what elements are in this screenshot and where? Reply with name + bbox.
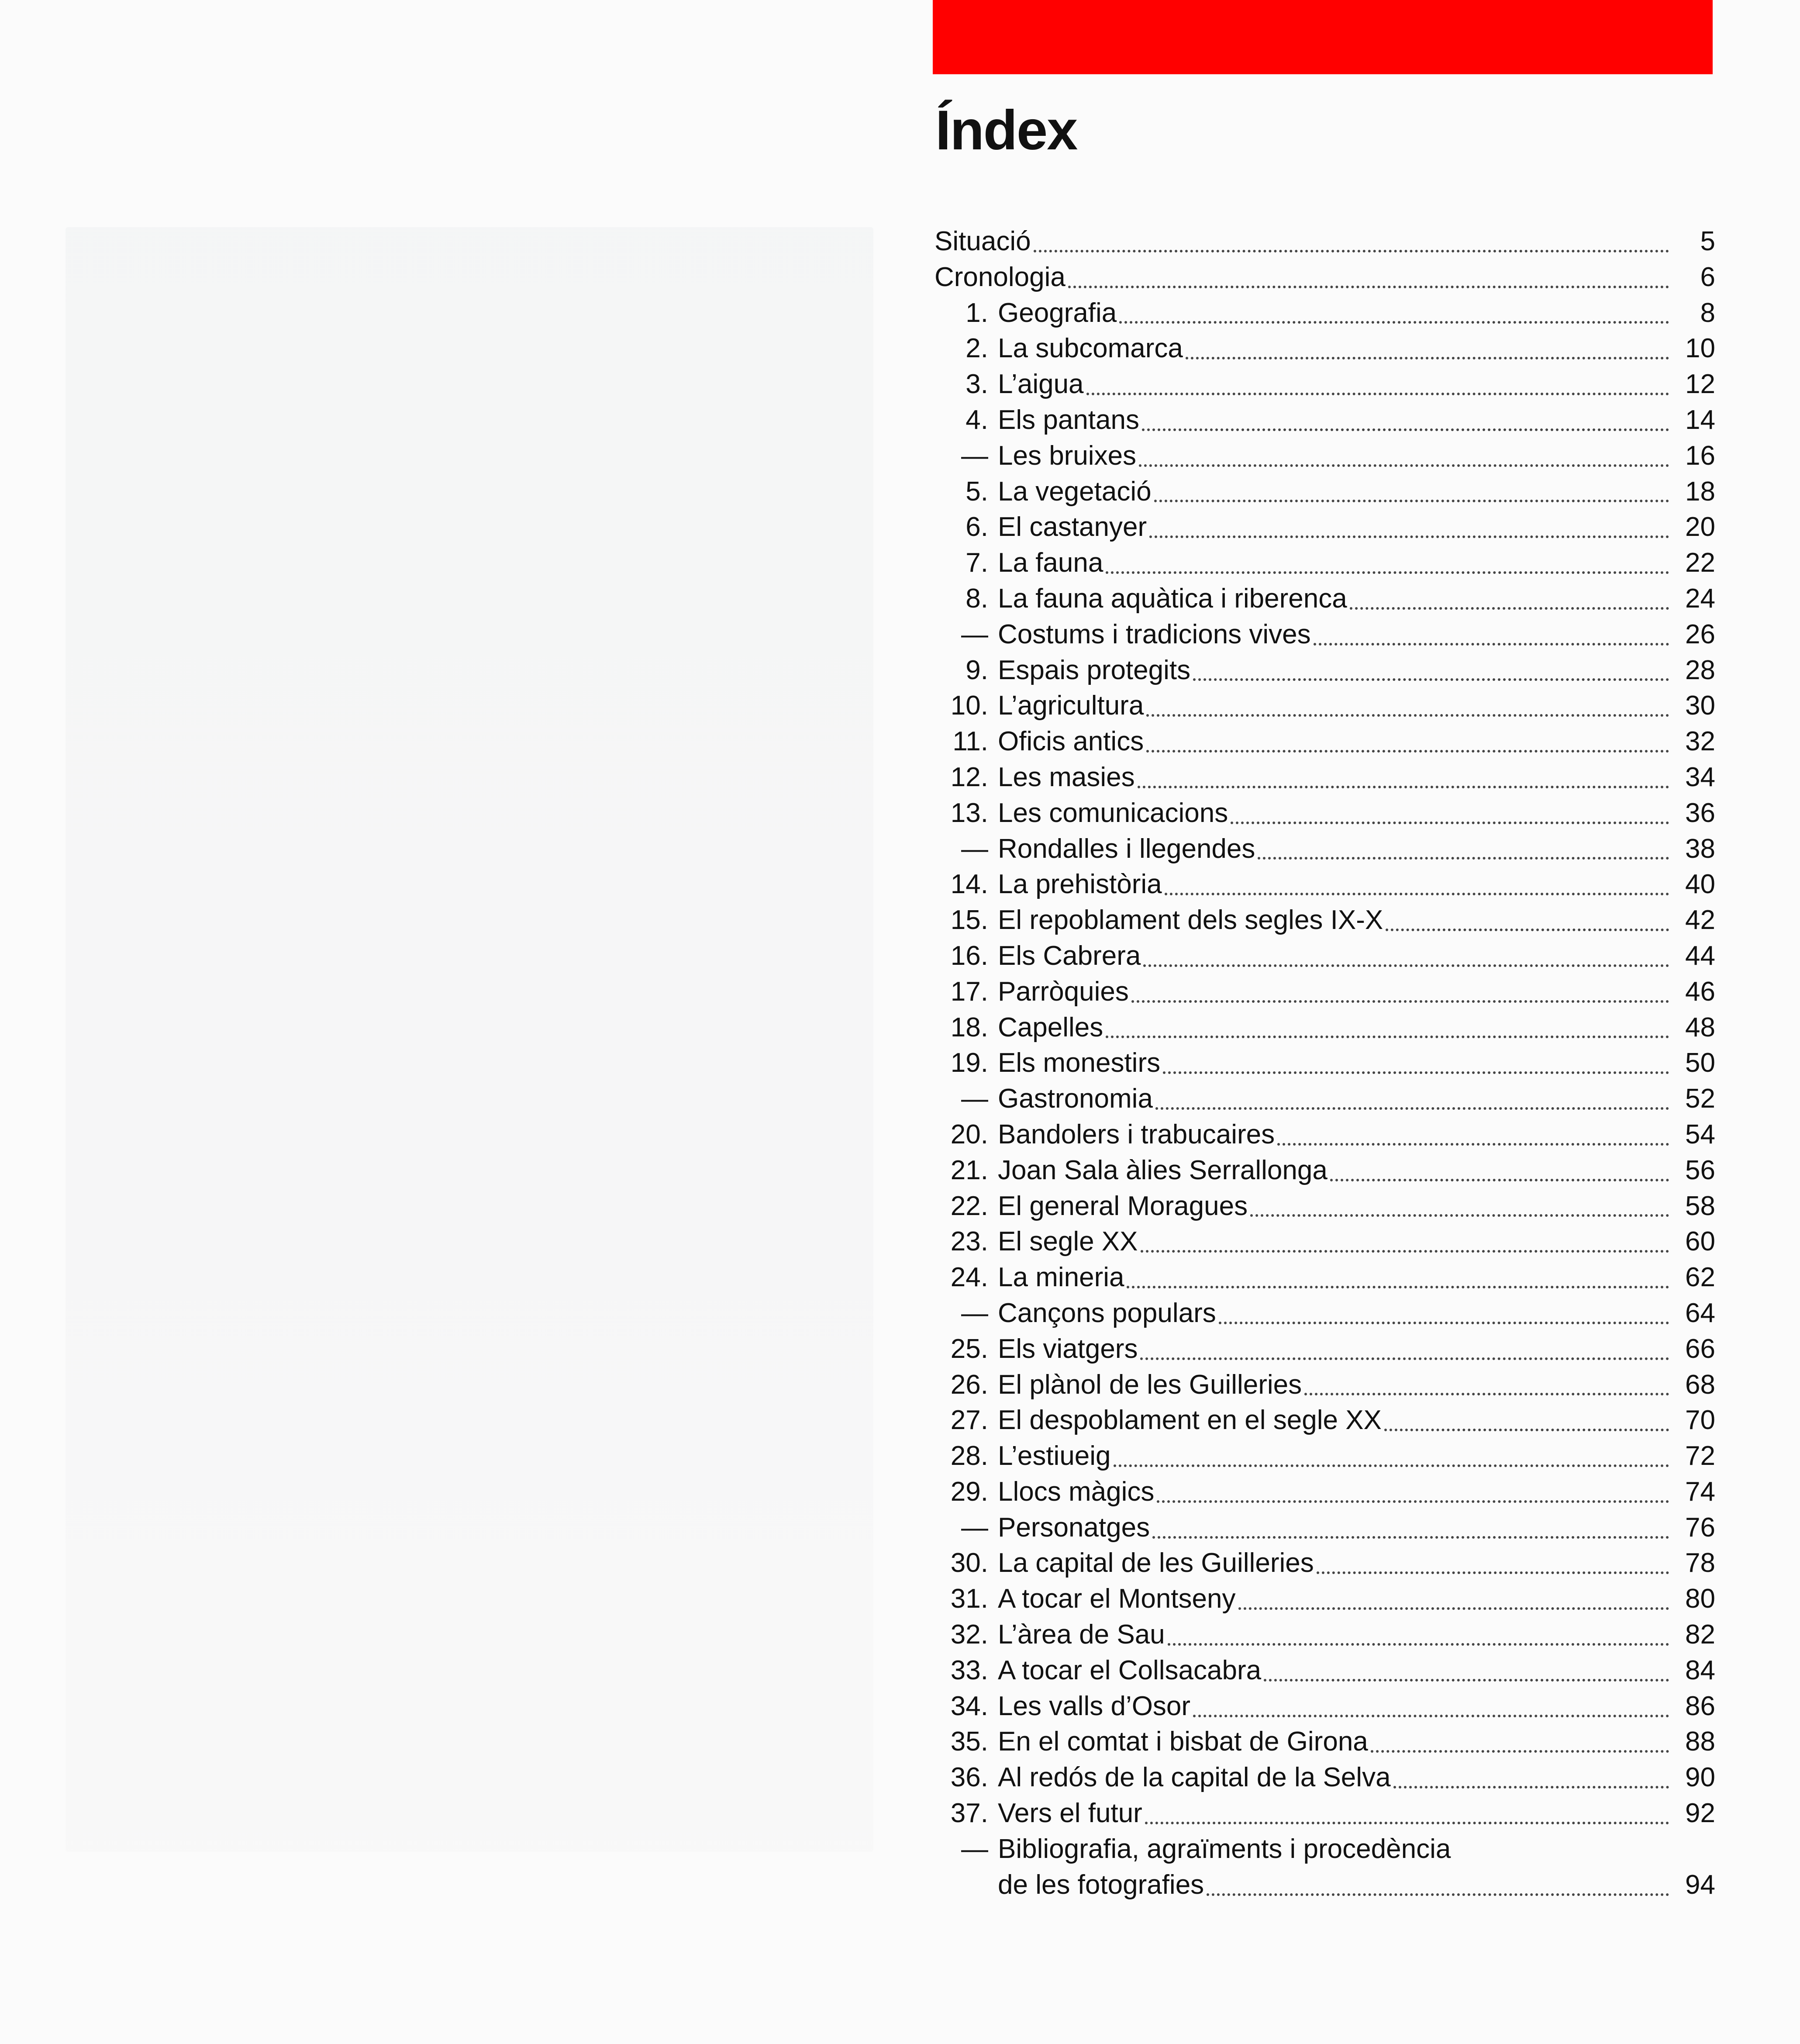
toc-entry-number: 18. (950, 1012, 988, 1043)
toc-entry-label: L’àrea de Sau (998, 1619, 1165, 1650)
dot-leader (1146, 750, 1669, 753)
toc-entry-page: 78 (1685, 1548, 1715, 1578)
toc-entry-number: 3. (966, 369, 988, 400)
toc-entry-page: 36 (1685, 798, 1715, 828)
dot-leader (1106, 1036, 1669, 1038)
toc-entry (934, 1438, 1715, 1474)
toc-entry-number: — (961, 440, 988, 471)
toc-entry-label: El plànol de les Guilleries (998, 1369, 1302, 1400)
toc-entry-label: Bandolers i trabucaires (998, 1119, 1275, 1150)
toc-entry-label: A tocar el Collsacabra (998, 1655, 1262, 1685)
toc-entry-number: 5. (966, 476, 988, 507)
toc-entry-number: 11. (952, 726, 988, 757)
toc-entry-number: 6. (966, 512, 988, 542)
toc-entry-label: Parròquies (998, 976, 1129, 1007)
toc-entry-number: 12. (950, 762, 988, 792)
toc-entry (934, 295, 1715, 331)
toc-entry-label: Les bruixes (998, 440, 1137, 471)
toc-entry-number: 37. (950, 1798, 988, 1829)
toc-entry (934, 1581, 1715, 1617)
dot-leader (1350, 607, 1669, 610)
toc-entry-number: 32. (950, 1619, 988, 1650)
toc-entry (934, 1331, 1715, 1367)
toc-entry-label: Geografia (998, 297, 1117, 328)
table-of-contents (934, 224, 1715, 1902)
toc-entry-label: Llocs màgics (998, 1476, 1155, 1507)
toc-entry-page: 26 (1685, 619, 1715, 649)
toc-entry-label: Els Cabrera (998, 940, 1141, 971)
toc-entry (934, 1224, 1715, 1260)
toc-entry (934, 1045, 1715, 1081)
toc-entry-page: 6 (1700, 262, 1715, 292)
toc-entry-number: 7. (966, 548, 988, 578)
dot-leader (1152, 1536, 1669, 1539)
toc-entry (934, 224, 1715, 259)
toc-entry-label: La subcomarca (998, 333, 1183, 364)
toc-entry (934, 974, 1715, 1010)
toc-entry-number: 34. (950, 1691, 988, 1721)
dot-leader (1140, 1357, 1669, 1360)
toc-entry-label: Costums i tradicions vives (998, 619, 1311, 649)
toc-entry-page: 76 (1685, 1512, 1715, 1543)
toc-entry (934, 760, 1715, 795)
toc-entry (934, 1260, 1715, 1295)
dot-leader (1238, 1607, 1669, 1610)
dot-leader (1149, 535, 1669, 538)
toc-entry (934, 402, 1715, 438)
dot-leader (1165, 893, 1669, 895)
dot-leader (1141, 1250, 1669, 1253)
toc-entry-page: 16 (1685, 440, 1715, 471)
toc-entry-label: La prehistòria (998, 869, 1162, 900)
toc-entry (934, 688, 1715, 724)
toc-entry-page: 92 (1685, 1798, 1715, 1829)
toc-entry-number: 21. (950, 1155, 988, 1185)
toc-entry-label: Espais protegits (998, 655, 1191, 685)
dot-leader (1219, 1322, 1669, 1324)
toc-entry-page: 72 (1685, 1441, 1715, 1471)
dot-leader (1277, 1143, 1669, 1146)
dot-leader (1330, 1179, 1669, 1181)
toc-entry-number: 9. (966, 655, 988, 685)
toc-entry-page: 22 (1685, 548, 1715, 578)
toc-entry-number: 10. (950, 691, 988, 721)
toc-entry-label: Joan Sala àlies Serrallonga (998, 1155, 1328, 1185)
toc-entry-label: La fauna (998, 548, 1103, 578)
toc-entry-page: 24 (1685, 583, 1715, 614)
toc-entry-number: — (961, 1833, 988, 1864)
toc-entry-label: La fauna aquàtica i riberenca (998, 583, 1347, 614)
toc-entry-number: 27. (950, 1405, 988, 1436)
toc-entry (934, 617, 1715, 653)
toc-entry-number: 31. (950, 1584, 988, 1614)
toc-entry-page: 28 (1685, 655, 1715, 685)
page-title: Índex (935, 99, 1077, 162)
dot-leader (1127, 1286, 1669, 1288)
dot-leader (1386, 929, 1669, 931)
toc-entry-number: 26. (950, 1369, 988, 1400)
toc-entry (934, 1795, 1715, 1831)
toc-entry-label: Les masies (998, 762, 1135, 792)
toc-entry-number: 4. (966, 404, 988, 435)
toc-entry (934, 1724, 1715, 1760)
toc-entry-number: — (961, 619, 988, 649)
toc-entry-number: 1. (966, 297, 988, 328)
toc-entry-page: 64 (1685, 1298, 1715, 1328)
dot-leader (1131, 1000, 1669, 1003)
toc-entry-page: 58 (1685, 1191, 1715, 1221)
toc-entry-number: 13. (950, 798, 988, 828)
dot-leader (1393, 1786, 1669, 1788)
toc-entry-number: — (961, 833, 988, 864)
dot-leader (1371, 1750, 1669, 1753)
toc-entry-page: 66 (1685, 1333, 1715, 1364)
toc-entry (934, 509, 1715, 545)
toc-entry (934, 366, 1715, 402)
toc-entry (934, 331, 1715, 366)
toc-entry (934, 1653, 1715, 1688)
toc-entry-number: 28. (950, 1441, 988, 1471)
toc-entry-label: Cronologia (934, 262, 1066, 292)
toc-entry-label: L’agricultura (998, 691, 1144, 721)
toc-entry (934, 474, 1715, 510)
dot-leader (1106, 571, 1669, 574)
toc-entry-page: 44 (1685, 940, 1715, 971)
toc-entry-number: 8. (966, 583, 988, 614)
toc-entry-page: 94 (1685, 1869, 1715, 1900)
toc-entry-page: 50 (1685, 1048, 1715, 1078)
toc-entry-page: 68 (1685, 1369, 1715, 1400)
toc-entry (934, 1760, 1715, 1795)
toc-entry-label: L’aigua (998, 369, 1084, 400)
toc-entry-label: En el comtat i bisbat de Girona (998, 1726, 1368, 1757)
toc-entry-number: 17. (950, 976, 988, 1007)
toc-entry-page: 88 (1685, 1726, 1715, 1757)
toc-entry-number: 16. (950, 940, 988, 971)
toc-entry-number: — (961, 1084, 988, 1114)
toc-entry-page: 52 (1685, 1084, 1715, 1114)
toc-entry-line2 (934, 1867, 1715, 1903)
dot-leader (1258, 857, 1669, 860)
toc-entry-page: 12 (1685, 369, 1715, 400)
dot-leader (1143, 964, 1669, 967)
toc-entry (934, 1474, 1715, 1510)
toc-entry (934, 1367, 1715, 1403)
dot-leader (1304, 1393, 1669, 1395)
dot-leader (1142, 428, 1669, 431)
toc-entry-page: 90 (1685, 1762, 1715, 1793)
toc-entry-number: 30. (950, 1548, 988, 1578)
toc-entry-page: 5 (1700, 226, 1715, 256)
dot-leader (1155, 1107, 1669, 1110)
toc-entry-page: 56 (1685, 1155, 1715, 1185)
toc-entry-label: El general Moragues (998, 1191, 1248, 1221)
toc-entry (934, 1081, 1715, 1117)
toc-entry-page: 34 (1685, 762, 1715, 792)
dot-leader (1264, 1679, 1669, 1681)
toc-entry-page: 48 (1685, 1012, 1715, 1043)
toc-entry-number: 33. (950, 1655, 988, 1685)
toc-entry-number: 14. (950, 869, 988, 900)
dot-leader (1168, 1643, 1669, 1646)
toc-entry-label-continued: de les fotografies (998, 1869, 1204, 1900)
toc-entry-label: Situació (934, 226, 1031, 256)
dot-leader (1034, 250, 1669, 252)
toc-entry-page: 20 (1685, 512, 1715, 542)
toc-entry (934, 1117, 1715, 1153)
dot-leader (1068, 286, 1669, 288)
toc-entry-number: 22. (950, 1191, 988, 1221)
toc-entry-label: Els monestirs (998, 1048, 1161, 1078)
dot-leader (1163, 1071, 1669, 1074)
dot-leader (1114, 1464, 1669, 1467)
toc-entry-page: 42 (1685, 905, 1715, 936)
toc-entry-page: 84 (1685, 1655, 1715, 1685)
dot-leader (1086, 393, 1669, 395)
toc-entry (934, 1545, 1715, 1581)
toc-entry-label: Les valls d’Osor (998, 1691, 1191, 1721)
toc-entry-page: 30 (1685, 691, 1715, 721)
toc-entry-number: 20. (950, 1119, 988, 1150)
toc-entry-label: El despoblament en el segle XX (998, 1405, 1382, 1436)
toc-entry (934, 724, 1715, 760)
toc-entry-page: 80 (1685, 1584, 1715, 1614)
toc-entry (934, 938, 1715, 974)
toc-entry-label: Capelles (998, 1012, 1103, 1043)
toc-entry-label: Les comunicacions (998, 798, 1228, 828)
toc-entry-page: 70 (1685, 1405, 1715, 1436)
toc-entry (934, 438, 1715, 474)
dot-leader (1193, 678, 1669, 681)
toc-entry-label: Personatges (998, 1512, 1150, 1543)
toc-entry-page: 82 (1685, 1619, 1715, 1650)
toc-entry-number: 2. (966, 333, 988, 364)
toc-entry (934, 1010, 1715, 1046)
toc-entry (934, 1153, 1715, 1188)
toc-entry-page: 54 (1685, 1119, 1715, 1150)
toc-entry-page: 74 (1685, 1476, 1715, 1507)
toc-entry (934, 1188, 1715, 1224)
dot-leader (1384, 1429, 1669, 1431)
dot-leader (1317, 1571, 1669, 1574)
toc-entry (934, 867, 1715, 902)
toc-entry (934, 1402, 1715, 1438)
toc-entry-page: 46 (1685, 976, 1715, 1007)
toc-entry-label: La mineria (998, 1262, 1124, 1293)
toc-entry-page: 14 (1685, 404, 1715, 435)
toc-entry (934, 581, 1715, 617)
dot-leader (1145, 1822, 1669, 1824)
toc-entry (934, 831, 1715, 867)
toc-entry-label: Al redós de la capital de la Selva (998, 1762, 1391, 1793)
toc-entry (934, 795, 1715, 831)
toc-entry (934, 1688, 1715, 1724)
show-through-area (66, 227, 873, 1852)
toc-entry-label: El segle XX (998, 1226, 1138, 1257)
dot-leader (1146, 714, 1669, 717)
toc-entry (934, 653, 1715, 688)
toc-entry-label: Els pantans (998, 404, 1139, 435)
red-header-bar (933, 0, 1713, 74)
dot-leader (1314, 643, 1669, 646)
toc-entry-label: Vers el futur (998, 1798, 1142, 1829)
toc-entry (934, 1295, 1715, 1331)
toc-entry-label: La vegetació (998, 476, 1152, 507)
toc-entry-number: 19. (950, 1048, 988, 1078)
toc-entry-label: Gastronomia (998, 1084, 1153, 1114)
toc-entry-page: 86 (1685, 1691, 1715, 1721)
toc-entry-number: — (961, 1298, 988, 1328)
dot-leader (1193, 1715, 1669, 1717)
toc-entry-number: — (961, 1512, 988, 1543)
dot-leader (1207, 1893, 1669, 1896)
toc-entry-page: 10 (1685, 333, 1715, 364)
toc-entry-number: 15. (950, 905, 988, 936)
toc-entry-label: Els viatgers (998, 1333, 1138, 1364)
toc-entry-number: 23. (950, 1226, 988, 1257)
dot-leader (1119, 321, 1669, 324)
dot-leader (1186, 357, 1669, 359)
dot-leader (1157, 1500, 1669, 1503)
toc-entry-label: Oficis antics (998, 726, 1144, 757)
toc-entry-page: 18 (1685, 476, 1715, 507)
toc-entry-number: 24. (950, 1262, 988, 1293)
dot-leader (1250, 1214, 1669, 1217)
toc-entry (934, 545, 1715, 581)
toc-entry-label: L’estiueig (998, 1441, 1111, 1471)
toc-entry-page: 38 (1685, 833, 1715, 864)
toc-entry-label: Rondalles i llegendes (998, 833, 1255, 864)
toc-entry (934, 1617, 1715, 1653)
toc-entry-number: 25. (950, 1333, 988, 1364)
toc-entry-label: Cançons populars (998, 1298, 1216, 1328)
toc-entry-page: 32 (1685, 726, 1715, 757)
toc-entry-number: 35. (950, 1726, 988, 1757)
toc-entry-label: El repoblament dels segles IX-X (998, 905, 1383, 936)
toc-entry-page: 60 (1685, 1226, 1715, 1257)
toc-entry-page: 8 (1700, 297, 1715, 328)
toc-entry-number: 36. (950, 1762, 988, 1793)
dot-leader (1138, 786, 1669, 788)
toc-entry-number: 29. (950, 1476, 988, 1507)
toc-entry-label: A tocar el Montseny (998, 1584, 1236, 1614)
toc-entry-last (934, 1831, 1715, 1903)
toc-entry (934, 902, 1715, 938)
toc-entry-label: Bibliografia, agraïments i procedència (998, 1833, 1451, 1864)
toc-entry-page: 62 (1685, 1262, 1715, 1293)
dot-leader (1139, 464, 1669, 467)
toc-entry-page: 40 (1685, 869, 1715, 900)
dot-leader (1154, 500, 1669, 502)
toc-entry (934, 259, 1715, 295)
toc-entry-label: La capital de les Guilleries (998, 1548, 1314, 1578)
dot-leader (1231, 822, 1669, 824)
toc-entry-label: El castanyer (998, 512, 1147, 542)
toc-entry (934, 1510, 1715, 1546)
